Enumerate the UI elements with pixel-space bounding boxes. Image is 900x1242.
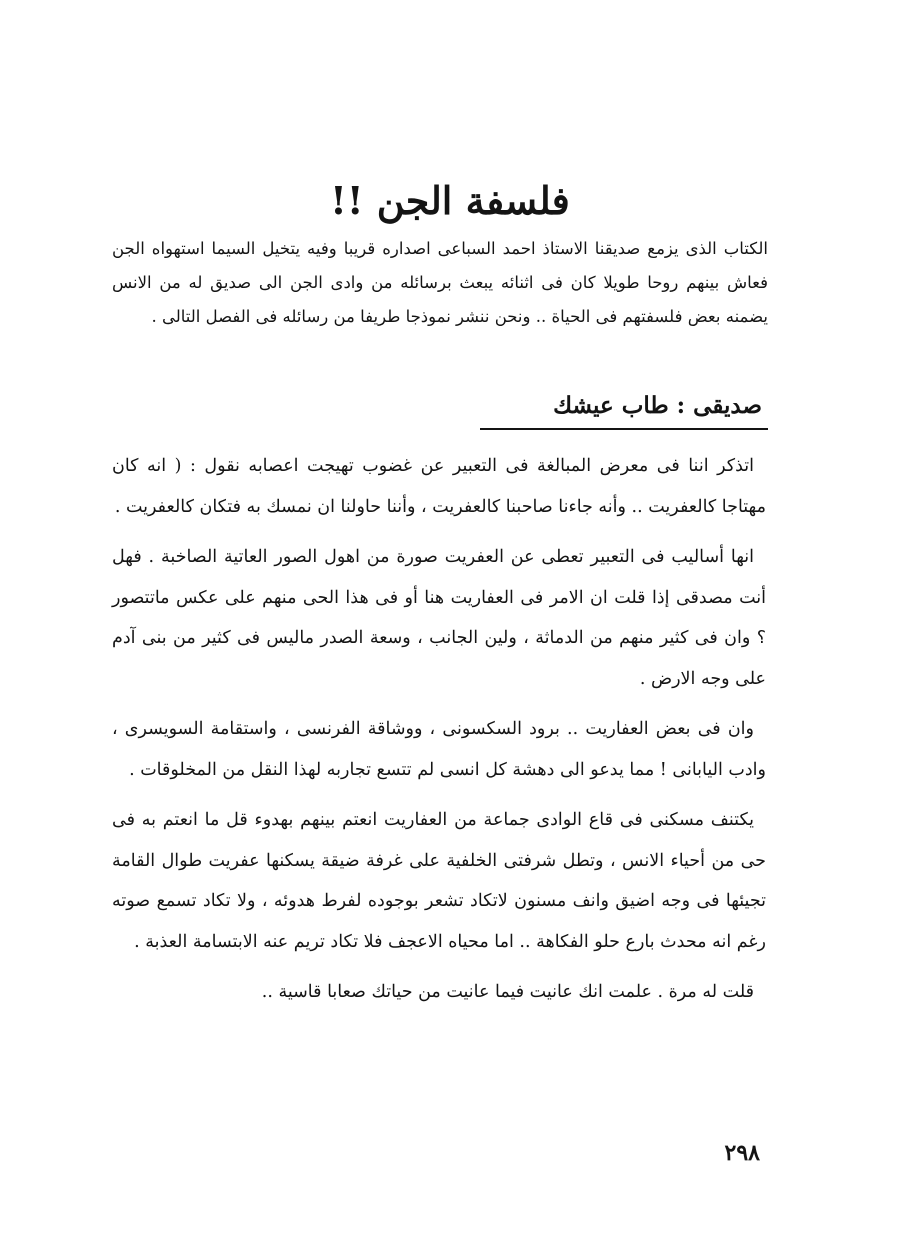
letter-salutation: صديقى : طاب عيشك	[553, 392, 762, 419]
page-number: ٢٩٨	[724, 1140, 760, 1166]
chapter-title: فلسفة الجن !!	[330, 178, 570, 223]
letter-body	[112, 446, 766, 1023]
body-paragraph: يكتنف مسكنى فى قاع الوادى جماعة من العفاريت انعتم بينهم بهدوء قل ما انعتم به فى حى من أحياء الانس ، وتطل شرفتى الخلفية على غرفة ضيقة يسكنها عفريت طوال القامة تجيئها فى وجه اضيق وانف مسنون لاتكاد تشعر بوجوده لفرط هدوئه ، ولا تكاد تسمع صوته رغم انه محدث بارع حلو الفكاهة .. اما محياه الاعجف فلا تكاد تريم عنه الابتسامة العذبة .	[112, 810, 766, 952]
salutation-underline	[480, 428, 768, 430]
body-paragraph: قلت له مرة . علمت انك عانيت فيما عانيت من حياتك صعابا قاسية ..	[261, 982, 754, 1002]
intro-paragraph: الكتاب الذى يزمع صديقنا الاستاذ احمد السباعى اصداره قريبا وفيه يتخيل السيما استهواه الجن فعاش بينهم روحا طويلا كان فى اثنائه يبعث برسائله من وادى الجن الى صديق له من الانس يضمنه بعض فلسفتهم فى الحياة .. ونحن ننشر نموذجا طريفا من رسائله فى الفصل التالى .	[112, 239, 768, 326]
body-paragraph: اتذكر اننا فى معرض المبالغة فى التعبير عن غضوب تهيجت اعصابه نقول : ( انه كان مهتاجا كالعفريت .. وأنه جاءنا صاحبنا كالعفريت ، وأننا حاولنا ان نمسك به فتكان كالعفريت .	[112, 456, 766, 517]
body-paragraph: انها أساليب فى التعبير تعطى عن العفريت صورة من اهول الصور العاتية الصاخبة . فهل أنت مصدقى إذا قلت ان الامر فى العفاريت هنا أو فى هذا الحى منهم على عكس ماتتصور ؟ وان فى كثير منهم من الدماثة ، ولين الجانب ، وسعة الصدر ماليس فى كثير من بنى آدم على وجه الارض .	[112, 547, 766, 689]
body-paragraph: وان فى بعض العفاريت .. برود السكسونى ، ووشاقة الفرنسى ، واستقامة السويسرى ، وادب اليابانى ! مما يدعو الى دهشة كل انسى لم تتسع تجاربه لهذا النقل من المخلوقات .	[112, 719, 766, 780]
